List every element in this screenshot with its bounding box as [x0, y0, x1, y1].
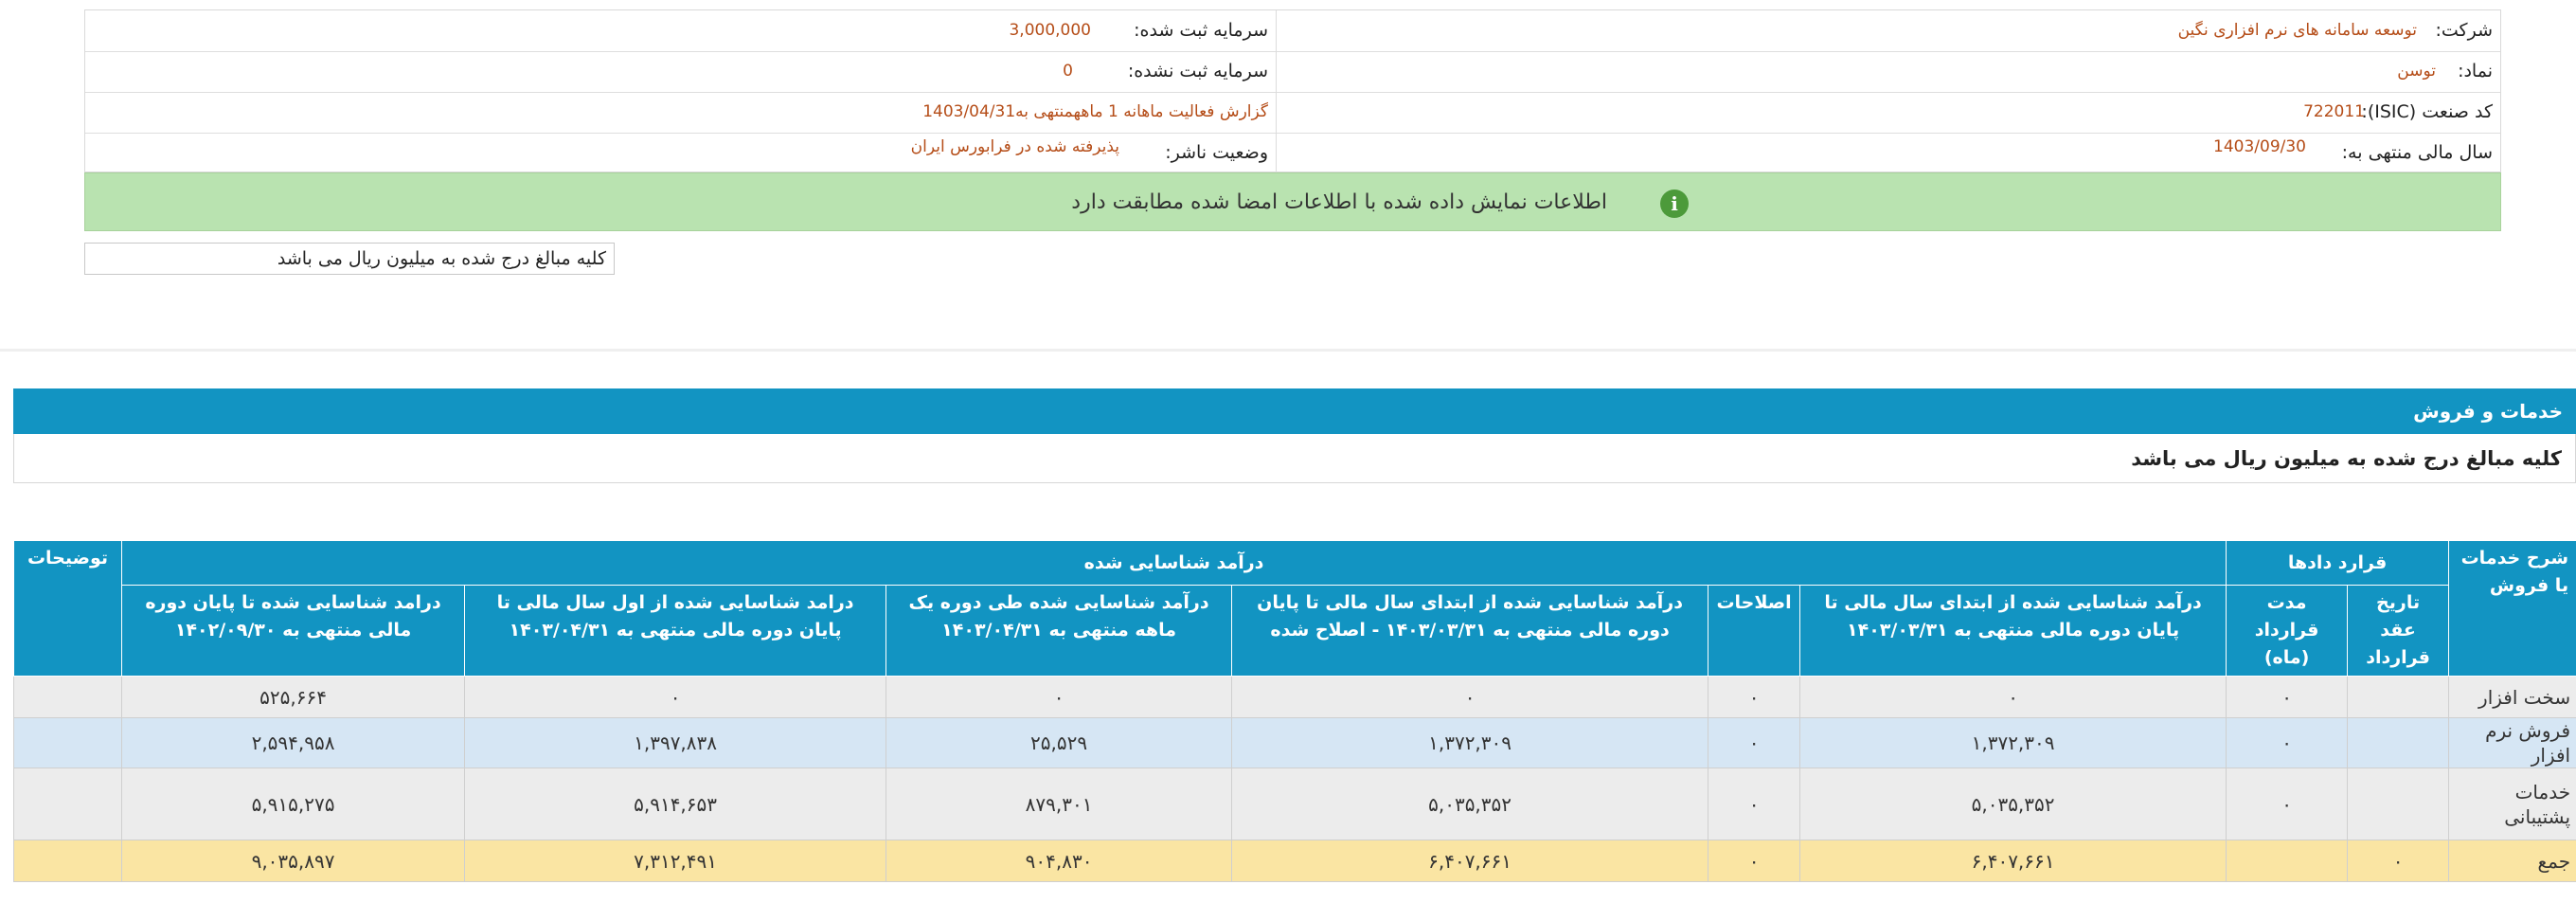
info-row-symbol — [85, 51, 2500, 93]
info-row-isic — [85, 92, 2500, 134]
col-header-contract-duration: مدت قرارداد (ماه) — [2227, 586, 2348, 677]
cell-revenue-month: ۰ — [886, 677, 1232, 718]
cell-revenue-ytd-corrected: ۱,۳۷۲,۳۰۹ — [1232, 718, 1708, 768]
col-header-revenue-month: درآمد شناسایی شده طی دوره یک ماهه منتهی به ۱۴۰۳/۰۴/۳۱ — [886, 586, 1232, 677]
table-row — [14, 768, 2576, 840]
cell-corrections: ۰ — [1708, 840, 1800, 882]
cell-notes — [14, 840, 122, 882]
col-group-recognized-revenue: درآمد شناسایی شده — [122, 541, 2227, 586]
cell-revenue-to-period: ۵,۹۱۴,۶۵۳ — [465, 768, 886, 840]
row-name: سخت افزار — [2449, 677, 2576, 718]
cell-contract-date — [2348, 768, 2449, 840]
isic-value: 722011 — [2303, 102, 2365, 121]
col-header-notes: توضیحات — [14, 541, 122, 677]
info-row-fiscal-year — [85, 133, 2500, 177]
company-value: توسعه سامانه های نرم افزاری نگین — [2177, 21, 2417, 40]
col-header-contract-date: تاریخ عقد قرارداد — [2348, 586, 2449, 677]
registered-capital-label: سرمایه ثبت شده: — [1134, 20, 1268, 41]
cell-contract-date — [2348, 677, 2449, 718]
col-header-revenue-to-year-end: درامد شناسایی شده تا پایان دوره مالی منتهی به ۱۴۰۲/۰۹/۳۰ — [122, 586, 465, 677]
table-row — [14, 718, 2576, 768]
services-sales-panel-note — [13, 434, 2576, 483]
cell-revenue-ytd: ۱,۳۷۲,۳۰۹ — [1800, 718, 2227, 768]
cell-revenue-ytd-corrected: ۵,۰۳۵,۳۵۲ — [1232, 768, 1708, 840]
col-header-description: شرح خدمات یا فروش — [2449, 541, 2576, 677]
cell-contract-date — [2348, 718, 2449, 768]
table-row-total — [14, 840, 2576, 882]
cell-contract-duration: ۰ — [2227, 768, 2348, 840]
col-header-revenue-ytd: درآمد شناسایی شده از ابتدای سال مالی تا پایان دوره مالی منتهی به ۱۴۰۳/۰۳/۳۱ — [1800, 586, 2227, 677]
cell-revenue-to-year-end: ۹,۰۳۵,۸۹۷ — [122, 840, 465, 882]
col-header-corrections: اصلاحات — [1708, 586, 1800, 677]
amount-unit-note — [84, 243, 615, 275]
panel-title: خدمات و فروش — [2413, 400, 2563, 423]
publisher-status-label: وضعیت ناشر: — [1165, 142, 1268, 163]
section-divider — [0, 349, 2576, 352]
isic-label: کد صنعت (ISIC): — [2361, 101, 2493, 122]
signed-info-notice — [84, 172, 2501, 231]
row-name: فروش نرم افزار — [2449, 718, 2576, 768]
col-header-revenue-ytd-corrected: درآمد شناسایی شده از ابتدای سال مالی تا پایان دوره مالی منتهی به ۱۴۰۳/۰۳/۳۱ - اصلاح شده — [1232, 586, 1708, 677]
cell-revenue-ytd-corrected: ۶,۴۰۷,۶۶۱ — [1232, 840, 1708, 882]
cell-revenue-month: ۹۰۴,۸۳۰ — [886, 840, 1232, 882]
company-info-panel — [84, 9, 2501, 172]
cell-corrections: ۰ — [1708, 768, 1800, 840]
fiscal-year-value: 1403/09/30 — [2213, 137, 2306, 156]
cell-contract-date: ۰ — [2348, 840, 2449, 882]
cell-revenue-ytd: ۰ — [1800, 677, 2227, 718]
cell-notes — [14, 768, 122, 840]
registered-capital-value: 3,000,000 — [1009, 21, 1091, 40]
notice-text: اطلاعات نمایش داده شده با اطلاعات امضا شده مطابقت دارد — [1071, 190, 1607, 214]
report-value: گزارش فعالیت ماهانه 1 ماههمنتهی به1403/04/31 — [922, 102, 1268, 121]
cell-contract-duration: ۰ — [2227, 677, 2348, 718]
info-icon: i — [1660, 190, 1689, 218]
table-row — [14, 677, 2576, 718]
unregistered-capital-value: 0 — [1063, 62, 1073, 81]
info-row-company — [85, 10, 2500, 52]
cell-revenue-to-period: ۱,۳۹۷,۸۳۸ — [465, 718, 886, 768]
row-name: خدمات پشتیبانی — [2449, 768, 2576, 840]
cell-revenue-month: ۸۷۹,۳۰۱ — [886, 768, 1232, 840]
cell-contract-duration: ۰ — [2227, 718, 2348, 768]
cell-notes — [14, 718, 122, 768]
publisher-status-value: پذیرفته شده در فرابورس ایران — [910, 137, 1119, 156]
symbol-value: توسن — [2397, 62, 2436, 81]
col-header-revenue-to-period: درامد شناسایی شده از اول سال مالی تا پایان دوره مالی منتهی به ۱۴۰۳/۰۴/۳۱ — [465, 586, 886, 677]
unregistered-capital-label: سرمایه ثبت نشده: — [1127, 61, 1268, 81]
cell-notes — [14, 677, 122, 718]
col-group-contracts: قرارد دادها — [2227, 541, 2449, 586]
symbol-label: نماد: — [2458, 61, 2493, 81]
services-sales-table — [13, 540, 2576, 882]
cell-revenue-to-period: ۷,۳۱۲,۴۹۱ — [465, 840, 886, 882]
cell-revenue-month: ۲۵,۵۲۹ — [886, 718, 1232, 768]
services-sales-panel-header — [13, 388, 2576, 434]
cell-contract-duration — [2227, 840, 2348, 882]
amount-unit-note-text: کلیه مبالغ درج شده به میلیون ریال می باشد — [277, 248, 606, 269]
cell-revenue-to-year-end: ۵,۹۱۵,۲۷۵ — [122, 768, 465, 840]
row-name: جمع — [2449, 840, 2576, 882]
cell-corrections: ۰ — [1708, 718, 1800, 768]
cell-revenue-ytd: ۶,۴۰۷,۶۶۱ — [1800, 840, 2227, 882]
cell-revenue-to-year-end: ۵۲۵,۶۶۴ — [122, 677, 465, 718]
cell-revenue-to-period: ۰ — [465, 677, 886, 718]
cell-corrections: ۰ — [1708, 677, 1800, 718]
panel-note-text: کلیه مبالغ درج شده به میلیون ریال می باشد — [2131, 447, 2562, 470]
cell-revenue-ytd-corrected: ۰ — [1232, 677, 1708, 718]
company-label: شرکت: — [2435, 20, 2493, 41]
cell-revenue-ytd: ۵,۰۳۵,۳۵۲ — [1800, 768, 2227, 840]
fiscal-year-label: سال مالی منتهی به: — [2341, 142, 2493, 163]
cell-revenue-to-year-end: ۲,۵۹۴,۹۵۸ — [122, 718, 465, 768]
